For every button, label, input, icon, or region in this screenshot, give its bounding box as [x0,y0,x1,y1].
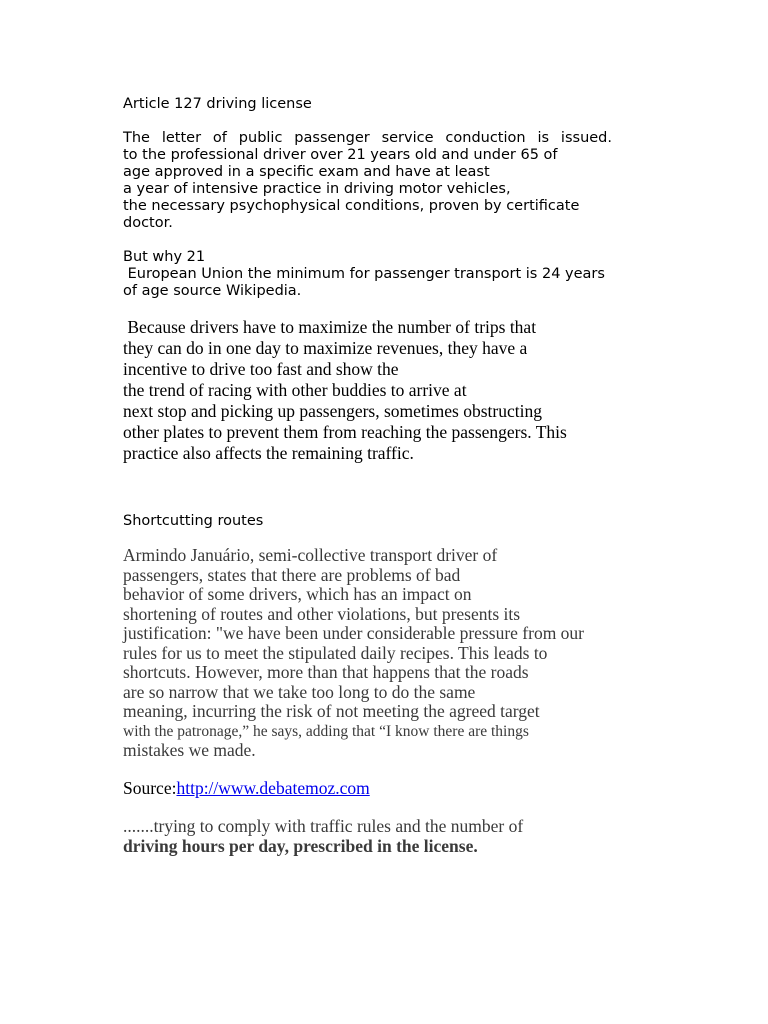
quote-line: shortening of routes and other violations, but presents its [123,603,521,624]
quote-line: with the patronage,” he says, adding that “I know there are things [123,722,529,740]
incentive-line: practice also affects the remaining traffic. [123,443,414,463]
article-paragraph-line: the necessary psychophysical conditions, proven by certificate [123,198,580,214]
quote-line: mistakes we made. [123,740,256,760]
quote-line: are so narrow that we take too long to do the same [123,681,476,702]
article-paragraph-line: The letter of public passenger service conduction is issued. [123,130,612,146]
why-answer-line: European Union the minimum for passenger transport is 24 years [123,266,605,282]
article-paragraph-line: to the professional driver over 21 years old and under 65 of [123,147,558,163]
shortcutting-heading [123,513,263,530]
incentive-line: they can do in one day to maximize revenues, they have a [123,338,528,358]
quote-line: Armindo Januário, semi-collective transport driver of [123,545,498,565]
quote-line: behavior of some drivers, which has an impact on [123,584,472,604]
incentive-line: the trend of racing with other buddies to arrive at [123,380,467,400]
source-line [123,778,370,799]
why-answer-line: of age source Wikipedia. [123,283,302,299]
quote-line: shortcuts. However, more than that happens that the roads [123,662,529,682]
incentive-line: incentive to drive too fast and show the [123,359,399,379]
closing-line-1: .......trying to comply with traffic rules and the number of [123,816,524,836]
quote-line: meaning, incurring the risk of not meeting the agreed target [123,701,540,721]
quote-line: justification: "we have been under considerable pressure from our [123,623,585,643]
closing-paragraph [123,817,523,856]
source-link[interactable]: http://www.debatemoz.com [176,778,370,798]
article-paragraph [123,130,612,232]
quote-paragraph [123,546,584,761]
incentive-line: next stop and picking up passengers, sometimes obstructing [123,401,542,421]
article-heading-text: Article 127 driving license [123,96,312,112]
quote-line: rules for us to meet the stipulated daily recipes. This leads to [123,642,548,663]
why-section [123,249,605,300]
source-label: Source: [123,778,177,798]
article-paragraph-line: doctor. [123,215,173,231]
article-heading [123,96,312,113]
closing-line-2: driving hours per day, prescribed in the license. [123,835,478,856]
article-paragraph-line: a year of intensive practice in driving motor vehicles, [123,181,511,197]
why-question: But why 21 [123,249,206,265]
incentive-paragraph [123,317,567,464]
quote-line: passengers, states that there are problems of bad [123,564,461,585]
article-paragraph-line: age approved in a specific exam and have at least [123,164,490,180]
incentive-line: Because drivers have to maximize the number of trips that [123,317,537,337]
shortcutting-heading-text: Shortcutting routes [123,513,264,529]
incentive-line: other plates to prevent them from reaching the passengers. This [123,422,567,442]
